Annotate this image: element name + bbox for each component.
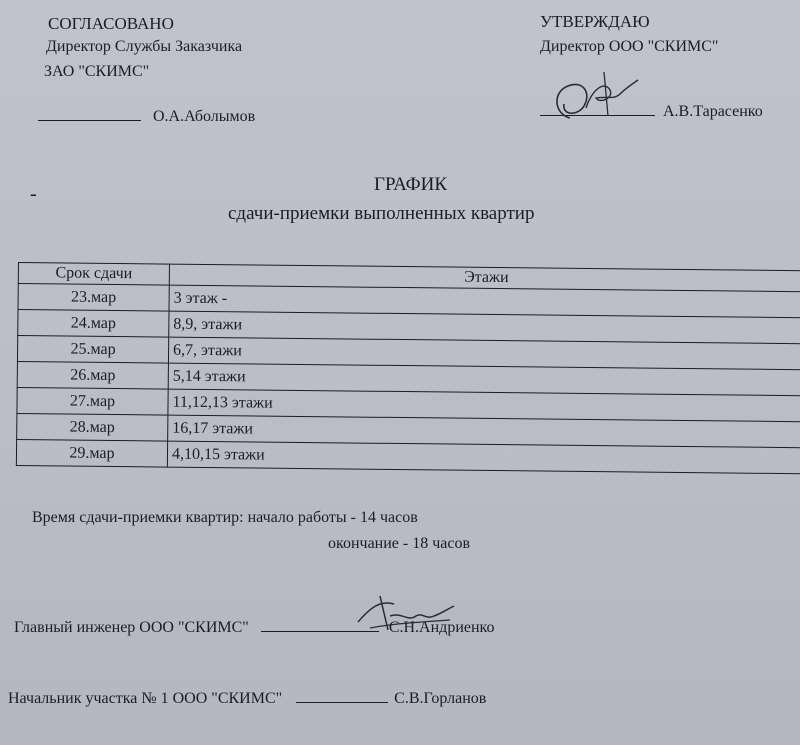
site-head-row: [8, 688, 486, 708]
site-head-title: Начальник участка № 1 ООО "СКИМС": [8, 690, 283, 707]
cell-floors: 3 этаж -: [169, 285, 800, 318]
cell-floors: 6,7, этажи: [168, 337, 800, 370]
column-header-floors: Этажи: [169, 264, 800, 292]
schedule-start-text: Время сдачи-приемки квартир: начало работы - 14 часов: [32, 509, 418, 526]
column-header-date: Срок сдачи: [18, 263, 169, 286]
cell-floors: 16,17 этажи: [168, 415, 800, 448]
cell-floors: 4,10,15 этажи: [167, 441, 800, 474]
cell-floors: 11,12,13 этажи: [168, 389, 800, 422]
schedule-table: [16, 262, 800, 474]
site-head-name: С.В.Горланов: [394, 690, 487, 707]
document-subtitle: сдачи-приемки выполненных квартир: [228, 203, 535, 224]
signature-line: [38, 106, 141, 121]
approval-right-name: А.В.Тарасенко: [663, 103, 763, 120]
cell-date: 25.мар: [17, 336, 168, 364]
signature-line: [296, 688, 388, 703]
chief-engineer-signature-scribble: [350, 592, 460, 636]
cell-floors: 8,9, этажи: [169, 311, 800, 344]
document-title: ГРАФИК: [374, 174, 448, 195]
approval-right-heading: УТВЕРЖДАЮ: [540, 12, 650, 31]
chief-engineer-name: С.Н.Андриенко: [388, 619, 495, 636]
dash-mark: -: [30, 183, 37, 205]
approval-left-heading: СОГЛАСОВАНО: [48, 14, 174, 33]
chief-engineer-title: Главный инженер ООО "СКИМС": [14, 619, 249, 636]
cell-date: 23.мар: [18, 284, 169, 312]
approval-left-company: ЗАО "СКИМС": [44, 63, 150, 80]
approval-right-position: Директор ООО "СКИМС": [540, 38, 719, 55]
cell-date: 28.мар: [17, 413, 168, 441]
cell-date: 24.мар: [18, 310, 169, 338]
cell-date: 27.мар: [17, 387, 168, 415]
director-signature-scribble: [548, 70, 658, 132]
cell-date: 29.мар: [16, 439, 167, 467]
cell-date: 26.мар: [17, 361, 168, 389]
schedule-end-text: окончание - 18 часов: [328, 535, 471, 552]
approval-left-signature-row: [38, 106, 255, 126]
approval-left-name: О.А.Аболымов: [153, 108, 256, 125]
cell-floors: 5,14 этажи: [168, 363, 800, 396]
approval-left-position: Директор Службы Заказчика: [46, 38, 243, 55]
